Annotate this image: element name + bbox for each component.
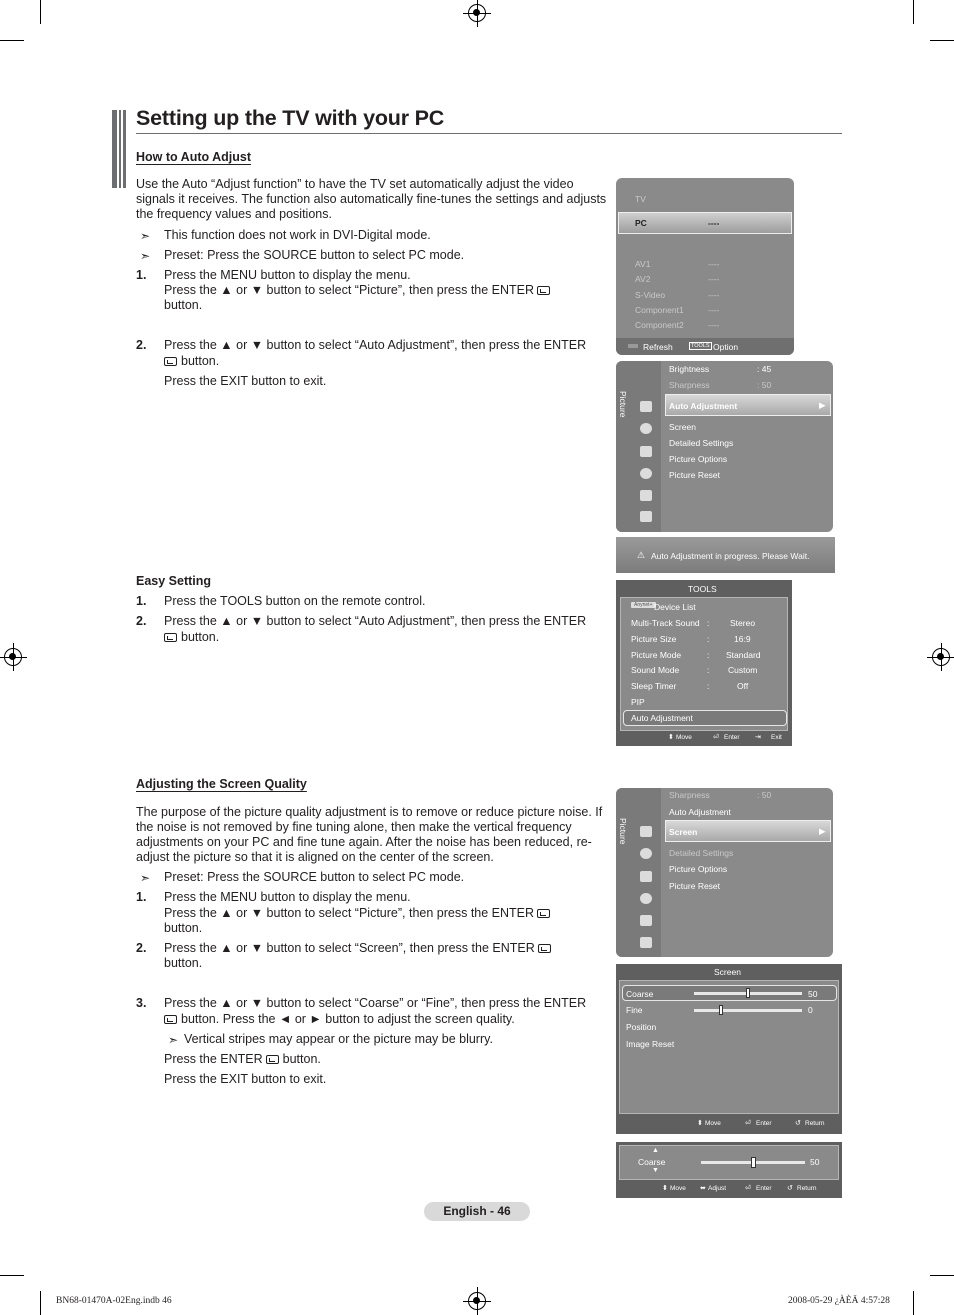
source-pc-value: ---- bbox=[708, 218, 720, 228]
return-icon: ↺ bbox=[795, 1120, 801, 1127]
quality-note-preset: Preset: Press the SOURCE button to select PC mode. bbox=[164, 870, 465, 884]
tools-row-separator: : bbox=[707, 634, 710, 644]
easy-step2: Press the ▲ or ▼ button to select “Auto Adjustment”, then press the ENTER bbox=[164, 614, 587, 628]
footer-enter: Enter bbox=[724, 734, 740, 741]
adjust-icon: ⬌ bbox=[700, 1185, 706, 1192]
crop-mark bbox=[930, 40, 954, 41]
coarse-bar-value: 50 bbox=[810, 1157, 820, 1167]
crop-mark bbox=[40, 0, 41, 24]
menu-screen: Screen bbox=[669, 827, 698, 837]
screen-image-reset[interactable]: Image Reset bbox=[626, 1039, 675, 1049]
print-slug-left: BN68-01470A-02Eng.indb 46 bbox=[56, 1296, 172, 1306]
picture-side-label: Picture bbox=[618, 391, 628, 418]
tools-pip[interactable]: PIP bbox=[631, 697, 645, 707]
warning-icon: ⚠ bbox=[637, 550, 646, 560]
menu-sharpness: Sharpness bbox=[669, 790, 710, 800]
source-item: AV1 bbox=[635, 259, 651, 269]
menu-item[interactable]: Picture Options bbox=[669, 454, 728, 464]
menu-brightness: Brightness bbox=[669, 364, 710, 374]
refresh-label: Refresh bbox=[643, 342, 673, 352]
step2-exit: Press the EXIT button to exit. bbox=[164, 374, 327, 388]
quality-step3-exit: Press the EXIT button to exit. bbox=[164, 1072, 327, 1086]
footer-move: Move bbox=[670, 1185, 686, 1192]
section-heading-easy-setting: Easy Setting bbox=[136, 574, 212, 588]
source-item: S-Video bbox=[635, 290, 666, 300]
screen-title: Screen bbox=[714, 967, 741, 977]
move-icon: ⬍ bbox=[697, 1120, 703, 1127]
tools-title: TOOLS bbox=[688, 584, 717, 594]
footer-move: Move bbox=[676, 734, 692, 741]
down-arrow-icon: ▼ bbox=[652, 1167, 659, 1174]
step-number: 2. bbox=[136, 941, 147, 955]
osd-progress-message bbox=[616, 537, 835, 573]
source-item-value: ---- bbox=[708, 305, 720, 315]
tools-row[interactable]: Picture Mode bbox=[631, 650, 682, 660]
anynet-logo-icon: Anynet+ bbox=[631, 602, 656, 608]
menu-sharpness-value: : 50 bbox=[757, 380, 772, 390]
step2-select: Press the ▲ or ▼ button to select “Auto Adjustment”, then press the ENTER bbox=[164, 338, 587, 352]
move-icon: ⬍ bbox=[668, 734, 674, 741]
progress-text: Auto Adjustment in progress. Please Wait. bbox=[651, 551, 810, 561]
menu-item[interactable]: Picture Reset bbox=[669, 881, 721, 891]
registration-mark-icon bbox=[468, 4, 486, 22]
osd-coarse-adjust bbox=[616, 1142, 842, 1198]
source-item-value: ---- bbox=[708, 290, 720, 300]
footer-move: Move bbox=[705, 1120, 721, 1127]
step1-menu: Press the MENU button to display the menu. bbox=[164, 268, 411, 282]
source-item-value: ---- bbox=[708, 274, 720, 284]
coarse-label: Coarse bbox=[638, 1157, 666, 1167]
osd-source-list bbox=[616, 178, 794, 355]
footer-enter: Enter bbox=[756, 1185, 772, 1192]
setup-gear-icon bbox=[640, 468, 652, 479]
quality-step3-adjust: button. Press the ◄ or ► button to adjust the screen quality. bbox=[164, 1012, 609, 1027]
tools-row-value: Stereo bbox=[730, 618, 756, 628]
enter-icon bbox=[538, 944, 551, 953]
quality-intro: The purpose of the picture quality adjustment is to remove or reduce picture noise. If the noise is not removed by fine tuning alone, then make the vertical frequency adjustments on your PC and fine tune again. After the noise has been reduced, re-adjust the picture so that it is aligned on the center of the screen. bbox=[136, 805, 603, 864]
osd-screen-menu bbox=[616, 964, 842, 1134]
application-icon bbox=[640, 511, 652, 522]
quality-step2-button: button. bbox=[164, 956, 203, 970]
move-icon: ⬍ bbox=[662, 1185, 668, 1192]
enter-icon bbox=[164, 1015, 177, 1024]
section-heading-auto-adjust: How to Auto Adjust bbox=[136, 150, 252, 164]
arrow-right-icon: ▶ bbox=[819, 400, 826, 410]
quality-step1-menu: Press the MENU button to display the menu. bbox=[164, 890, 411, 904]
print-slug-right: 2008-05-29 ¿ÀÈÄ 4:57:28 bbox=[788, 1296, 890, 1306]
enter-icon bbox=[164, 633, 177, 642]
screen-coarse-value: 50 bbox=[808, 989, 818, 999]
fine-slider-track[interactable] bbox=[694, 1009, 802, 1012]
coarse-slider-knob[interactable] bbox=[746, 988, 750, 998]
source-tv: TV bbox=[635, 194, 646, 204]
channel-icon bbox=[640, 446, 652, 457]
step-number: 2. bbox=[136, 338, 147, 352]
page-title: Setting up the TV with your PC bbox=[136, 106, 445, 130]
menu-item[interactable]: Picture Reset bbox=[669, 470, 721, 480]
tools-row[interactable]: Sleep Timer bbox=[631, 681, 677, 691]
menu-sharpness: Sharpness bbox=[669, 380, 710, 390]
red-button-icon bbox=[628, 344, 638, 348]
source-item: Component1 bbox=[635, 305, 684, 315]
return-icon: ↺ bbox=[787, 1185, 793, 1192]
note-arrow-icon: ➣ bbox=[140, 229, 151, 243]
osd-tools-menu bbox=[616, 580, 792, 746]
crop-mark bbox=[930, 1275, 954, 1276]
footer-enter: Enter bbox=[756, 1120, 772, 1127]
section-heading-screen-quality: Adjusting the Screen Quality bbox=[136, 777, 307, 791]
step-number: 3. bbox=[136, 996, 147, 1010]
quality-step3-select: Press the ▲ or ▼ button to select “Coarse” or “Fine”, then press the ENTER bbox=[164, 996, 587, 1010]
step-number: 1. bbox=[136, 268, 147, 282]
crop-mark bbox=[40, 1291, 41, 1315]
footer-adjust: Adjust bbox=[708, 1185, 727, 1192]
tools-row-separator: : bbox=[707, 618, 710, 628]
tools-row[interactable]: Picture Size bbox=[631, 634, 677, 644]
step-number: 1. bbox=[136, 890, 147, 904]
quality-step1-select: Press the ▲ or ▼ button to select “Picture”, then press the ENTER bbox=[164, 906, 609, 921]
tools-row[interactable]: Multi-Track Sound bbox=[631, 618, 700, 628]
arrow-right-icon: ▶ bbox=[819, 826, 826, 836]
crop-mark bbox=[0, 1275, 24, 1276]
up-arrow-icon: ▲ bbox=[652, 1147, 659, 1154]
enter-key-icon: ⏎ bbox=[713, 734, 719, 741]
picture-side-label: Picture bbox=[618, 818, 628, 845]
page-number-pill: English - 46 bbox=[424, 1202, 530, 1221]
input-icon bbox=[640, 915, 652, 926]
note-arrow-icon: ➣ bbox=[168, 1033, 179, 1047]
tools-row-separator: : bbox=[707, 665, 710, 675]
tools-device-list[interactable]: Device List bbox=[654, 602, 696, 612]
menu-brightness-value: : 45 bbox=[757, 364, 772, 374]
step-number: 1. bbox=[136, 594, 147, 608]
screen-position[interactable]: Position bbox=[626, 1022, 657, 1032]
application-icon bbox=[640, 937, 652, 948]
screen-fine-value: 0 bbox=[808, 1005, 813, 1015]
picture-icon bbox=[640, 401, 652, 412]
tools-row-separator: : bbox=[707, 650, 710, 660]
tools-auto-adjustment: Auto Adjustment bbox=[631, 713, 693, 723]
step1-button: button. bbox=[164, 298, 203, 312]
note-dvi: This function does not work in DVI-Digital mode. bbox=[164, 228, 431, 242]
step2-button: button. bbox=[164, 354, 609, 369]
footer-exit: Exit bbox=[771, 734, 782, 741]
setup-gear-icon bbox=[640, 893, 652, 904]
sound-icon bbox=[640, 423, 652, 434]
tools-row-value: Standard bbox=[726, 650, 761, 660]
screen-fine: Fine bbox=[626, 1005, 643, 1015]
menu-item[interactable]: Detailed Settings bbox=[669, 438, 734, 448]
source-pc: PC bbox=[635, 218, 647, 228]
source-item: Component2 bbox=[635, 320, 684, 330]
coarse-bar-knob[interactable] bbox=[751, 1157, 756, 1168]
enter-icon bbox=[537, 909, 550, 918]
enter-key-icon: ⏎ bbox=[745, 1185, 751, 1192]
note-arrow-icon: ➣ bbox=[140, 249, 151, 263]
quality-step1-button: button. bbox=[164, 921, 203, 935]
option-label: Option bbox=[713, 342, 739, 352]
tools-row-separator: : bbox=[707, 681, 710, 691]
step-number: 2. bbox=[136, 614, 147, 628]
quality-step3-enter: Press the ENTER button. bbox=[164, 1052, 321, 1066]
tools-row-value: Off bbox=[737, 681, 749, 691]
menu-item[interactable]: Picture Options bbox=[669, 864, 728, 874]
quality-step2-select: Press the ▲ or ▼ button to select “Screen”, then press the ENTER bbox=[164, 941, 609, 956]
registration-mark-icon bbox=[932, 648, 950, 666]
title-side-bars bbox=[112, 110, 126, 188]
source-item: AV2 bbox=[635, 274, 651, 284]
osd-picture-menu bbox=[616, 361, 833, 532]
sound-icon bbox=[640, 848, 652, 859]
enter-icon bbox=[266, 1055, 279, 1064]
auto-adjust-intro: Use the Auto “Adjust function” to have the TV set automatically adjust the video signals it receives. The function also automatically fine-tunes the settings and adjusts the frequency values and positions. bbox=[136, 177, 607, 221]
enter-icon bbox=[537, 286, 550, 295]
menu-auto-adjustment: Auto Adjustment bbox=[669, 401, 738, 411]
step1-select: Press the ▲ or ▼ button to select “Picture”, then press the ENTER bbox=[164, 283, 609, 298]
picture-icon bbox=[640, 826, 652, 837]
tools-row-value: 16:9 bbox=[734, 634, 751, 644]
registration-mark-icon bbox=[4, 648, 22, 666]
menu-detailed-settings: Detailed Settings bbox=[669, 848, 734, 858]
tools-row-value: Custom bbox=[728, 665, 758, 675]
enter-icon bbox=[164, 357, 177, 366]
source-item-value: ---- bbox=[708, 259, 720, 269]
crop-mark bbox=[913, 0, 914, 24]
screen-coarse: Coarse bbox=[626, 989, 654, 999]
tools-row[interactable]: Sound Mode bbox=[631, 665, 680, 675]
tools-badge: TOOLS bbox=[691, 343, 710, 349]
menu-item[interactable]: Screen bbox=[669, 422, 696, 432]
exit-icon: ⇥ bbox=[755, 734, 761, 741]
menu-sharpness-value: : 50 bbox=[757, 790, 772, 800]
menu-auto-adjustment[interactable]: Auto Adjustment bbox=[669, 807, 731, 817]
fine-slider-knob[interactable] bbox=[719, 1005, 723, 1015]
note-arrow-icon: ➣ bbox=[140, 871, 151, 885]
source-item-value: ---- bbox=[708, 320, 720, 330]
quality-step3-note: Vertical stripes may appear or the picture may be blurry. bbox=[184, 1032, 493, 1046]
channel-icon bbox=[640, 871, 652, 882]
easy-step2-button: button. bbox=[164, 630, 609, 645]
footer-return: Return bbox=[797, 1185, 817, 1192]
crop-mark bbox=[913, 1291, 914, 1315]
note-preset: Preset: Press the SOURCE button to select PC mode. bbox=[164, 248, 465, 262]
registration-mark-icon bbox=[468, 1292, 486, 1310]
osd-picture-menu-screen bbox=[616, 788, 833, 957]
input-icon bbox=[640, 490, 652, 501]
enter-key-icon: ⏎ bbox=[745, 1120, 751, 1127]
easy-step1: Press the TOOLS button on the remote control. bbox=[164, 594, 426, 608]
footer-return: Return bbox=[805, 1120, 825, 1127]
title-rule bbox=[136, 133, 842, 134]
crop-mark bbox=[0, 40, 24, 41]
